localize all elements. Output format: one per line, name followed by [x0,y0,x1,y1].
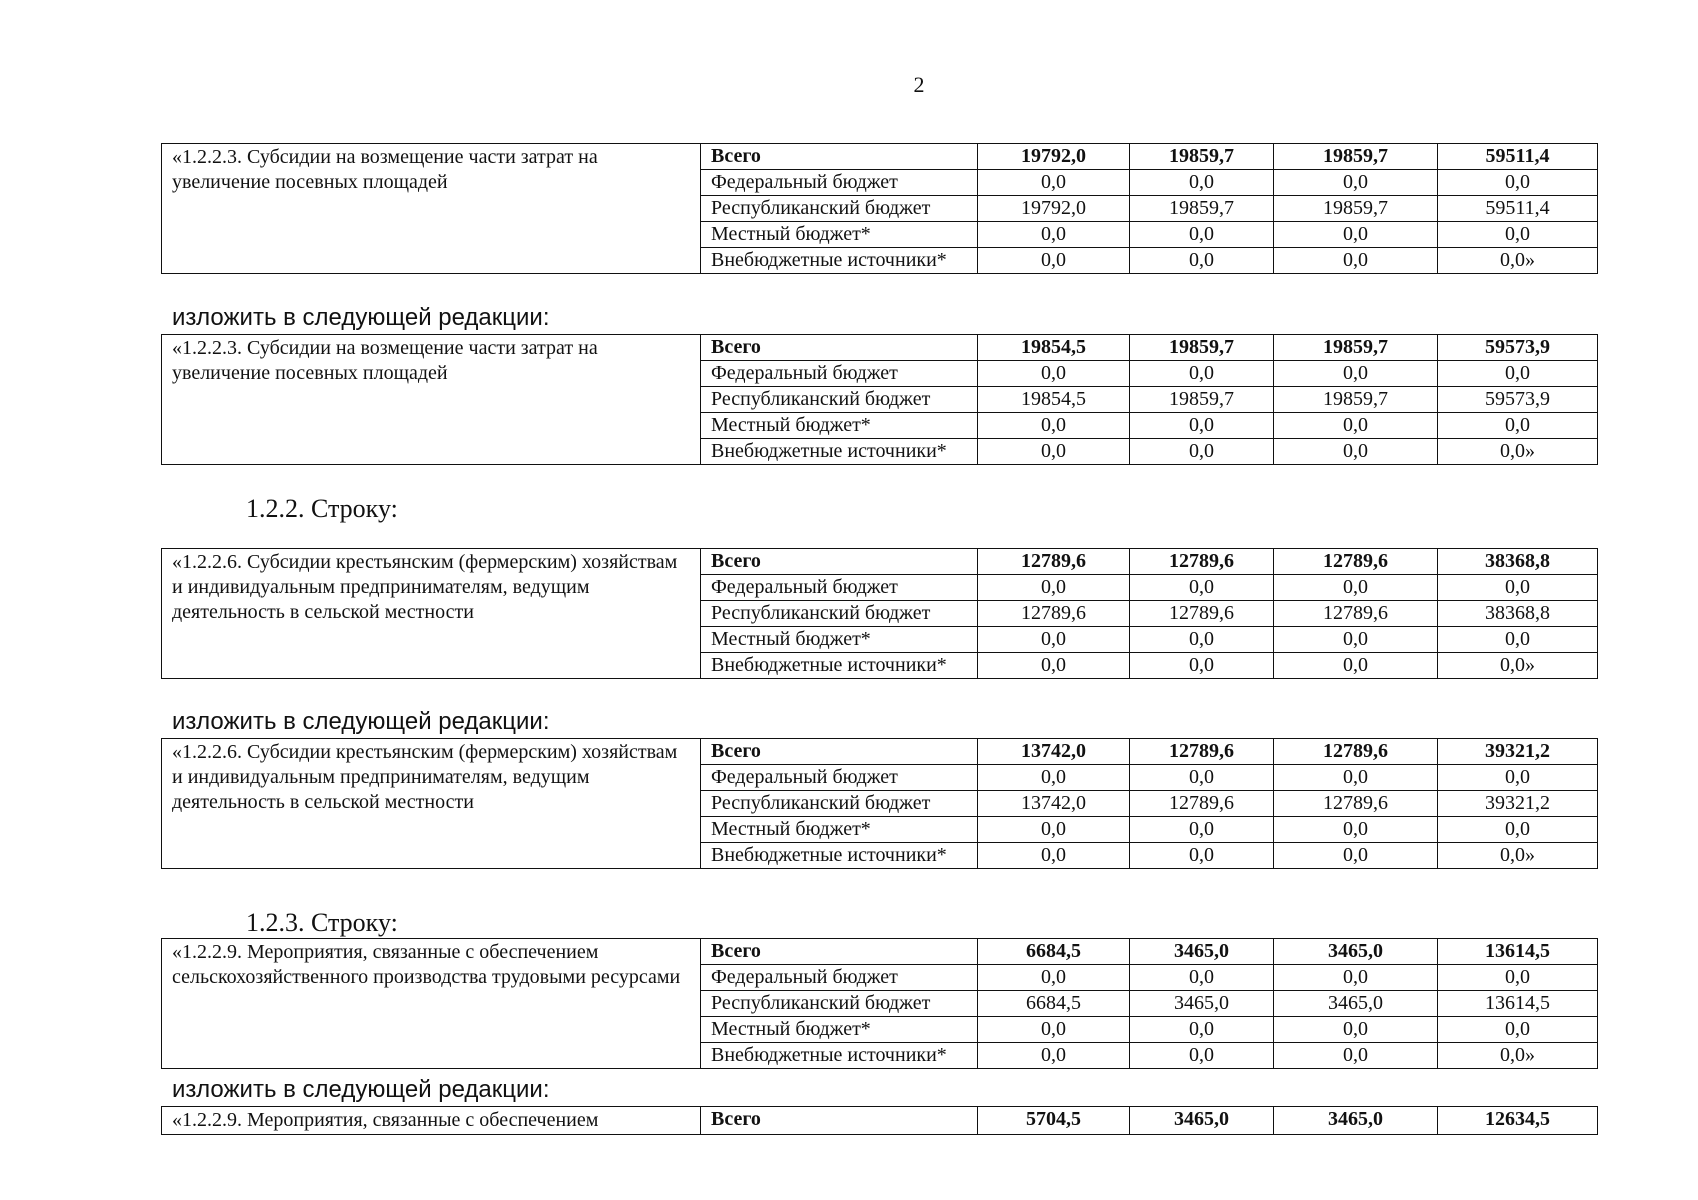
row-category: Внебюджетные источники* [701,439,978,465]
value-cell: 0,0 [978,170,1130,196]
value-cell: 3465,0 [1274,939,1438,965]
value-cell: 12789,6 [978,549,1130,575]
value-cell: 0,0 [1274,170,1438,196]
value-cell: 0,0 [1274,1043,1438,1069]
table-row-total [162,144,1598,170]
row-category: Всего [701,1107,978,1135]
table-row-total [162,1107,1598,1135]
value-cell: 12634,5 [1438,1107,1598,1135]
row-description: «1.2.2.6. Субсидии крестьянским (фермерским) хозяйствам и индивидуальным предпринимателям, ведущим деятельность в сельской местности [162,549,701,679]
value-cell: 12789,6 [1274,739,1438,765]
value-cell: 0,0 [1130,843,1274,869]
row-category: Местный бюджет* [701,413,978,439]
value-cell: 0,0 [1274,575,1438,601]
value-cell: 0,0» [1438,439,1598,465]
value-cell: 13742,0 [978,791,1130,817]
value-cell: 3465,0 [1274,1107,1438,1135]
value-cell: 0,0 [978,1017,1130,1043]
table-row-total [162,939,1598,965]
page-number: 2 [913,72,925,97]
row-category: Местный бюджет* [701,222,978,248]
value-cell: 0,0» [1438,248,1598,274]
value-cell: 0,0 [1274,439,1438,465]
value-cell: 0,0 [1130,1017,1274,1043]
value-cell: 19859,7 [1130,387,1274,413]
value-cell: 0,0 [1130,817,1274,843]
value-cell: 13614,5 [1438,991,1598,1017]
row-description: «1.2.2.3. Субсидии на возмещение части затрат на увеличение посевных площадей [162,335,701,465]
value-cell: 12789,6 [1130,549,1274,575]
value-cell: 0,0 [1274,413,1438,439]
value-cell: 19859,7 [1130,335,1274,361]
value-cell: 0,0 [1130,439,1274,465]
value-cell: 12789,6 [1130,601,1274,627]
table-row-total [162,335,1598,361]
value-cell: 0,0 [1438,1017,1598,1043]
row-category: Внебюджетные источники* [701,843,978,869]
budget-table-3 [161,548,1598,679]
value-cell: 0,0» [1438,1043,1598,1069]
value-cell: 5704,5 [978,1107,1130,1135]
value-cell: 0,0 [1130,965,1274,991]
row-category: Республиканский бюджет [701,387,978,413]
budget-table-1 [161,143,1598,274]
value-cell: 0,0 [978,1043,1130,1069]
section-heading-2: 1.2.3. Строку: [246,908,398,937]
row-category: Федеральный бюджет [701,765,978,791]
value-cell: 39321,2 [1438,739,1598,765]
value-cell: 0,0 [1130,627,1274,653]
row-category: Местный бюджет* [701,627,978,653]
value-cell: 19859,7 [1130,196,1274,222]
value-cell: 0,0 [1438,361,1598,387]
value-cell: 0,0 [978,575,1130,601]
value-cell: 0,0» [1438,843,1598,869]
value-cell: 0,0 [978,248,1130,274]
value-cell: 0,0 [1274,843,1438,869]
value-cell: 12789,6 [1130,739,1274,765]
value-cell: 19792,0 [978,196,1130,222]
row-description: «1.2.2.6. Субсидии крестьянским (фермерским) хозяйствам и индивидуальным предпринимателям, ведущим деятельность в сельской местности [162,739,701,869]
value-cell: 0,0 [1438,817,1598,843]
table-row-total [162,739,1598,765]
value-cell: 0,0 [1274,653,1438,679]
value-cell: 19792,0 [978,144,1130,170]
value-cell: 0,0 [1438,575,1598,601]
value-cell: 0,0 [1130,765,1274,791]
heading-edit-1: изложить в следующей редакции: [172,304,550,331]
row-category: Внебюджетные источники* [701,653,978,679]
value-cell: 0,0 [978,817,1130,843]
row-category: Местный бюджет* [701,817,978,843]
value-cell: 0,0 [1438,413,1598,439]
value-cell: 59573,9 [1438,335,1598,361]
value-cell: 19859,7 [1274,196,1438,222]
value-cell: 59573,9 [1438,387,1598,413]
row-category: Федеральный бюджет [701,575,978,601]
value-cell: 0,0 [1130,413,1274,439]
heading-edit-3: изложить в следующей редакции: [172,1076,550,1103]
value-cell: 0,0 [1130,361,1274,387]
value-cell: 19859,7 [1274,144,1438,170]
value-cell: 19859,7 [1274,387,1438,413]
row-description: «1.2.2.9. Мероприятия, связанные с обеспечением сельскохозяйственного производства трудовыми ресурсами [162,939,701,1069]
row-category: Всего [701,739,978,765]
value-cell: 0,0 [1274,248,1438,274]
value-cell: 0,0 [978,965,1130,991]
value-cell: 0,0 [1438,627,1598,653]
row-category: Внебюджетные источники* [701,1043,978,1069]
value-cell: 38368,8 [1438,549,1598,575]
value-cell: 0,0 [978,627,1130,653]
row-category: Федеральный бюджет [701,965,978,991]
budget-table-6 [161,1106,1598,1135]
budget-table-5 [161,938,1598,1069]
value-cell: 59511,4 [1438,144,1598,170]
value-cell: 3465,0 [1130,991,1274,1017]
row-category: Федеральный бюджет [701,170,978,196]
section-heading-1: 1.2.2. Строку: [246,494,398,523]
value-cell: 6684,5 [978,939,1130,965]
row-category: Местный бюджет* [701,1017,978,1043]
value-cell: 19854,5 [978,335,1130,361]
value-cell: 0,0 [978,843,1130,869]
value-cell: 0,0» [1438,653,1598,679]
row-category: Всего [701,549,978,575]
value-cell: 59511,4 [1438,196,1598,222]
value-cell: 0,0 [1274,817,1438,843]
value-cell: 0,0 [978,653,1130,679]
value-cell: 12789,6 [1274,549,1438,575]
row-category: Всего [701,144,978,170]
value-cell: 0,0 [1130,1043,1274,1069]
value-cell: 0,0 [1130,575,1274,601]
value-cell: 0,0 [1130,248,1274,274]
value-cell: 0,0 [1274,765,1438,791]
heading-edit-2: изложить в следующей редакции: [172,708,550,735]
value-cell: 0,0 [978,439,1130,465]
value-cell: 3465,0 [1130,939,1274,965]
value-cell: 0,0 [1438,965,1598,991]
value-cell: 13742,0 [978,739,1130,765]
value-cell: 0,0 [1130,653,1274,679]
value-cell: 0,0 [1274,965,1438,991]
value-cell: 0,0 [1438,222,1598,248]
row-category: Всего [701,335,978,361]
value-cell: 13614,5 [1438,939,1598,965]
table-row-total [162,549,1598,575]
row-category: Республиканский бюджет [701,991,978,1017]
row-description: «1.2.2.3. Субсидии на возмещение части затрат на увеличение посевных площадей [162,144,701,274]
value-cell: 0,0 [1274,361,1438,387]
value-cell: 12789,6 [1274,601,1438,627]
value-cell: 39321,2 [1438,791,1598,817]
row-description: «1.2.2.9. Мероприятия, связанные с обеспечением [162,1107,701,1135]
row-category: Республиканский бюджет [701,601,978,627]
row-category: Республиканский бюджет [701,196,978,222]
value-cell: 0,0 [1438,170,1598,196]
row-category: Федеральный бюджет [701,361,978,387]
value-cell: 6684,5 [978,991,1130,1017]
row-category: Всего [701,939,978,965]
value-cell: 38368,8 [1438,601,1598,627]
value-cell: 19854,5 [978,387,1130,413]
value-cell: 3465,0 [1274,991,1438,1017]
budget-table-4 [161,738,1598,869]
value-cell: 0,0 [1438,765,1598,791]
value-cell: 0,0 [978,413,1130,439]
value-cell: 0,0 [978,765,1130,791]
value-cell: 0,0 [1274,1017,1438,1043]
value-cell: 12789,6 [1274,791,1438,817]
row-category: Внебюджетные источники* [701,248,978,274]
value-cell: 0,0 [1130,170,1274,196]
value-cell: 0,0 [1130,222,1274,248]
value-cell: 12789,6 [978,601,1130,627]
value-cell: 12789,6 [1130,791,1274,817]
value-cell: 3465,0 [1130,1107,1274,1135]
row-category: Республиканский бюджет [701,791,978,817]
value-cell: 0,0 [1274,627,1438,653]
budget-table-2 [161,334,1598,465]
value-cell: 0,0 [1274,222,1438,248]
value-cell: 0,0 [978,361,1130,387]
value-cell: 19859,7 [1130,144,1274,170]
value-cell: 0,0 [978,222,1130,248]
value-cell: 19859,7 [1274,335,1438,361]
